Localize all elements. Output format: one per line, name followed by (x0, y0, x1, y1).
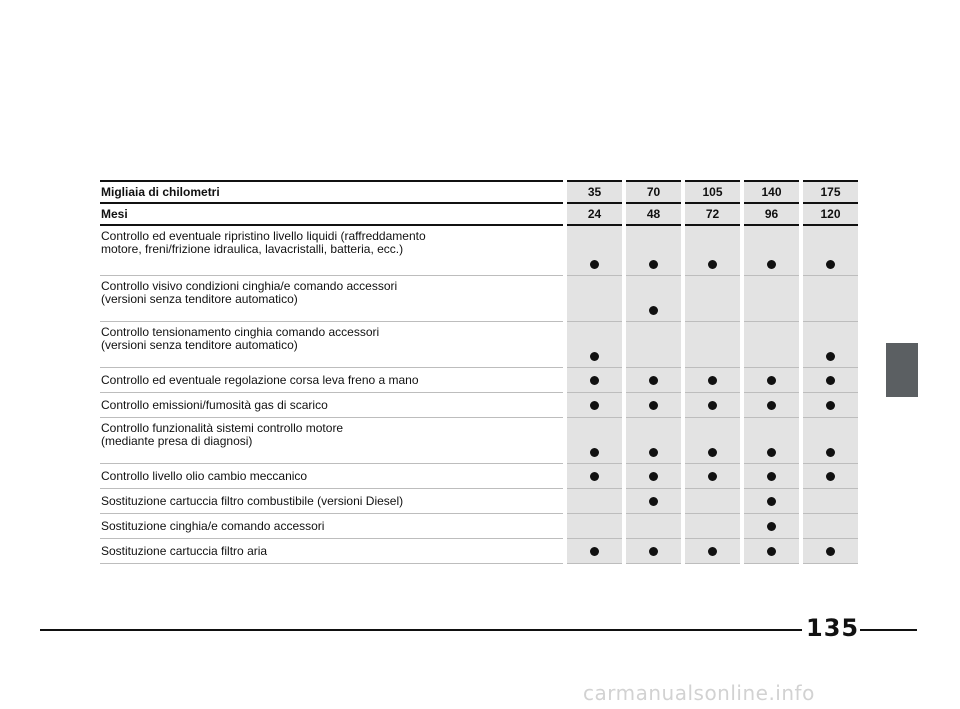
interval-cell (565, 489, 624, 514)
operation-description (100, 322, 565, 368)
interval-cell (683, 418, 742, 464)
page-number: 135 (806, 614, 860, 642)
service-dot-icon (649, 260, 658, 269)
service-dot-icon (649, 401, 658, 410)
operation-text-line: (versioni senza tenditore automatico) (101, 292, 298, 306)
table-row (100, 539, 860, 564)
interval-cell (742, 276, 801, 322)
operation-text-line: Controllo ed eventuale regolazione corsa leva freno a mano (101, 372, 419, 387)
months-header-row (100, 203, 860, 225)
service-dot-icon (590, 472, 599, 481)
service-dot-icon (767, 522, 776, 531)
service-dot-icon (708, 448, 717, 457)
interval-cell (565, 225, 624, 276)
operation-description (100, 464, 565, 489)
operation-text-line: Controllo emissioni/fumosità gas di scarico (101, 397, 328, 412)
operation-description (100, 539, 565, 564)
service-dot-icon (767, 260, 776, 269)
service-dot-icon (708, 547, 717, 556)
months-value: 72 (683, 203, 742, 225)
operation-description (100, 418, 565, 464)
service-dot-icon (767, 497, 776, 506)
interval-cell (624, 368, 683, 393)
interval-cell (742, 393, 801, 418)
operation-description (100, 276, 565, 322)
operation-text-line: Sostituzione cartuccia filtro aria (101, 543, 268, 558)
interval-cell (624, 418, 683, 464)
interval-cell (624, 393, 683, 418)
interval-cell (565, 539, 624, 564)
section-tab-marker (886, 343, 918, 397)
footer-rule (860, 629, 917, 631)
km-header-label: Migliaia di chilometri (100, 181, 565, 203)
service-dot-icon (590, 547, 599, 556)
km-value: 175 (801, 181, 860, 203)
interval-cell (742, 418, 801, 464)
operation-description (100, 393, 565, 418)
operation-description (100, 225, 565, 276)
service-dot-icon (708, 260, 717, 269)
interval-cell (624, 514, 683, 539)
operation-text-line: Controllo funzionalità sistemi controllo motore (101, 421, 344, 435)
operation-text-line: Controllo visivo condizioni cinghia/e comando accessori (101, 279, 398, 293)
service-dot-icon (649, 472, 658, 481)
operation-text-line: Sostituzione cinghia/e comando accessori (101, 518, 325, 533)
service-dot-icon (826, 352, 835, 361)
table-row (100, 418, 860, 464)
maintenance-schedule-table (100, 180, 862, 564)
interval-cell (565, 368, 624, 393)
km-value: 140 (742, 181, 801, 203)
service-dot-icon (590, 448, 599, 457)
table-row (100, 368, 860, 393)
interval-cell (742, 514, 801, 539)
interval-cell (801, 539, 860, 564)
operation-text-line: Sostituzione cartuccia filtro combustibile (versioni Diesel) (101, 493, 404, 508)
km-value: 70 (624, 181, 683, 203)
interval-cell (801, 322, 860, 368)
interval-cell (742, 539, 801, 564)
interval-cell (683, 225, 742, 276)
interval-cell (565, 276, 624, 322)
interval-cell (624, 489, 683, 514)
operation-text-line: Controllo ed eventuale ripristino livello liquidi (raffreddamento (101, 229, 426, 243)
table-row (100, 393, 860, 418)
service-dot-icon (826, 547, 835, 556)
interval-cell (742, 225, 801, 276)
km-value: 35 (565, 181, 624, 203)
table-row (100, 276, 860, 322)
months-value: 96 (742, 203, 801, 225)
interval-cell (565, 393, 624, 418)
km-header-row (100, 181, 860, 203)
operation-description (100, 489, 565, 514)
interval-cell (742, 464, 801, 489)
months-value: 24 (565, 203, 624, 225)
operation-description (100, 368, 565, 393)
interval-cell (683, 464, 742, 489)
interval-cell (801, 276, 860, 322)
interval-cell (624, 539, 683, 564)
service-dot-icon (649, 547, 658, 556)
interval-cell (683, 393, 742, 418)
service-dot-icon (590, 401, 599, 410)
interval-cell (801, 225, 860, 276)
interval-cell (565, 322, 624, 368)
service-dot-icon (767, 376, 776, 385)
service-dot-icon (826, 376, 835, 385)
table-row (100, 464, 860, 489)
service-dot-icon (590, 352, 599, 361)
service-dot-icon (708, 376, 717, 385)
months-value: 48 (624, 203, 683, 225)
table-row (100, 225, 860, 276)
service-dot-icon (649, 376, 658, 385)
interval-cell (683, 489, 742, 514)
operation-text-line: Controllo tensionamento cinghia comando accessori (101, 325, 380, 339)
interval-cell (624, 225, 683, 276)
interval-cell (624, 322, 683, 368)
interval-cell (801, 393, 860, 418)
service-dot-icon (649, 497, 658, 506)
interval-cell (801, 464, 860, 489)
service-dot-icon (767, 472, 776, 481)
table-row (100, 489, 860, 514)
operation-description (100, 514, 565, 539)
service-dot-icon (826, 472, 835, 481)
interval-cell (683, 514, 742, 539)
interval-cell (565, 464, 624, 489)
months-header-label: Mesi (100, 203, 565, 225)
service-dot-icon (649, 306, 658, 315)
interval-cell (683, 276, 742, 322)
service-dot-icon (590, 376, 599, 385)
table-row (100, 514, 860, 539)
service-dot-icon (708, 472, 717, 481)
service-dot-icon (767, 401, 776, 410)
service-dot-icon (767, 448, 776, 457)
service-dot-icon (826, 260, 835, 269)
service-dot-icon (708, 401, 717, 410)
interval-cell (801, 368, 860, 393)
operation-text-line: (mediante presa di diagnosi) (101, 434, 253, 448)
interval-cell (742, 489, 801, 514)
interval-cell (801, 489, 860, 514)
interval-cell (742, 368, 801, 393)
footer-rule (40, 629, 802, 631)
interval-cell (624, 464, 683, 489)
interval-cell (683, 368, 742, 393)
interval-cell (683, 322, 742, 368)
interval-cell (565, 514, 624, 539)
service-dot-icon (590, 260, 599, 269)
table-row (100, 322, 860, 368)
interval-cell (624, 276, 683, 322)
service-dot-icon (826, 448, 835, 457)
km-value: 105 (683, 181, 742, 203)
service-dot-icon (767, 547, 776, 556)
operation-text-line: motore, freni/frizione idraulica, lavacristalli, batteria, ecc.) (101, 242, 404, 256)
service-dot-icon (826, 401, 835, 410)
months-value: 120 (801, 203, 860, 225)
service-dot-icon (649, 448, 658, 457)
watermark: carmanualsonline.info (583, 681, 815, 705)
interval-cell (683, 539, 742, 564)
operation-text-line: (versioni senza tenditore automatico) (101, 338, 298, 352)
interval-cell (742, 322, 801, 368)
interval-cell (801, 514, 860, 539)
operation-text-line: Controllo livello olio cambio meccanico (101, 468, 308, 483)
interval-cell (801, 418, 860, 464)
interval-cell (565, 418, 624, 464)
